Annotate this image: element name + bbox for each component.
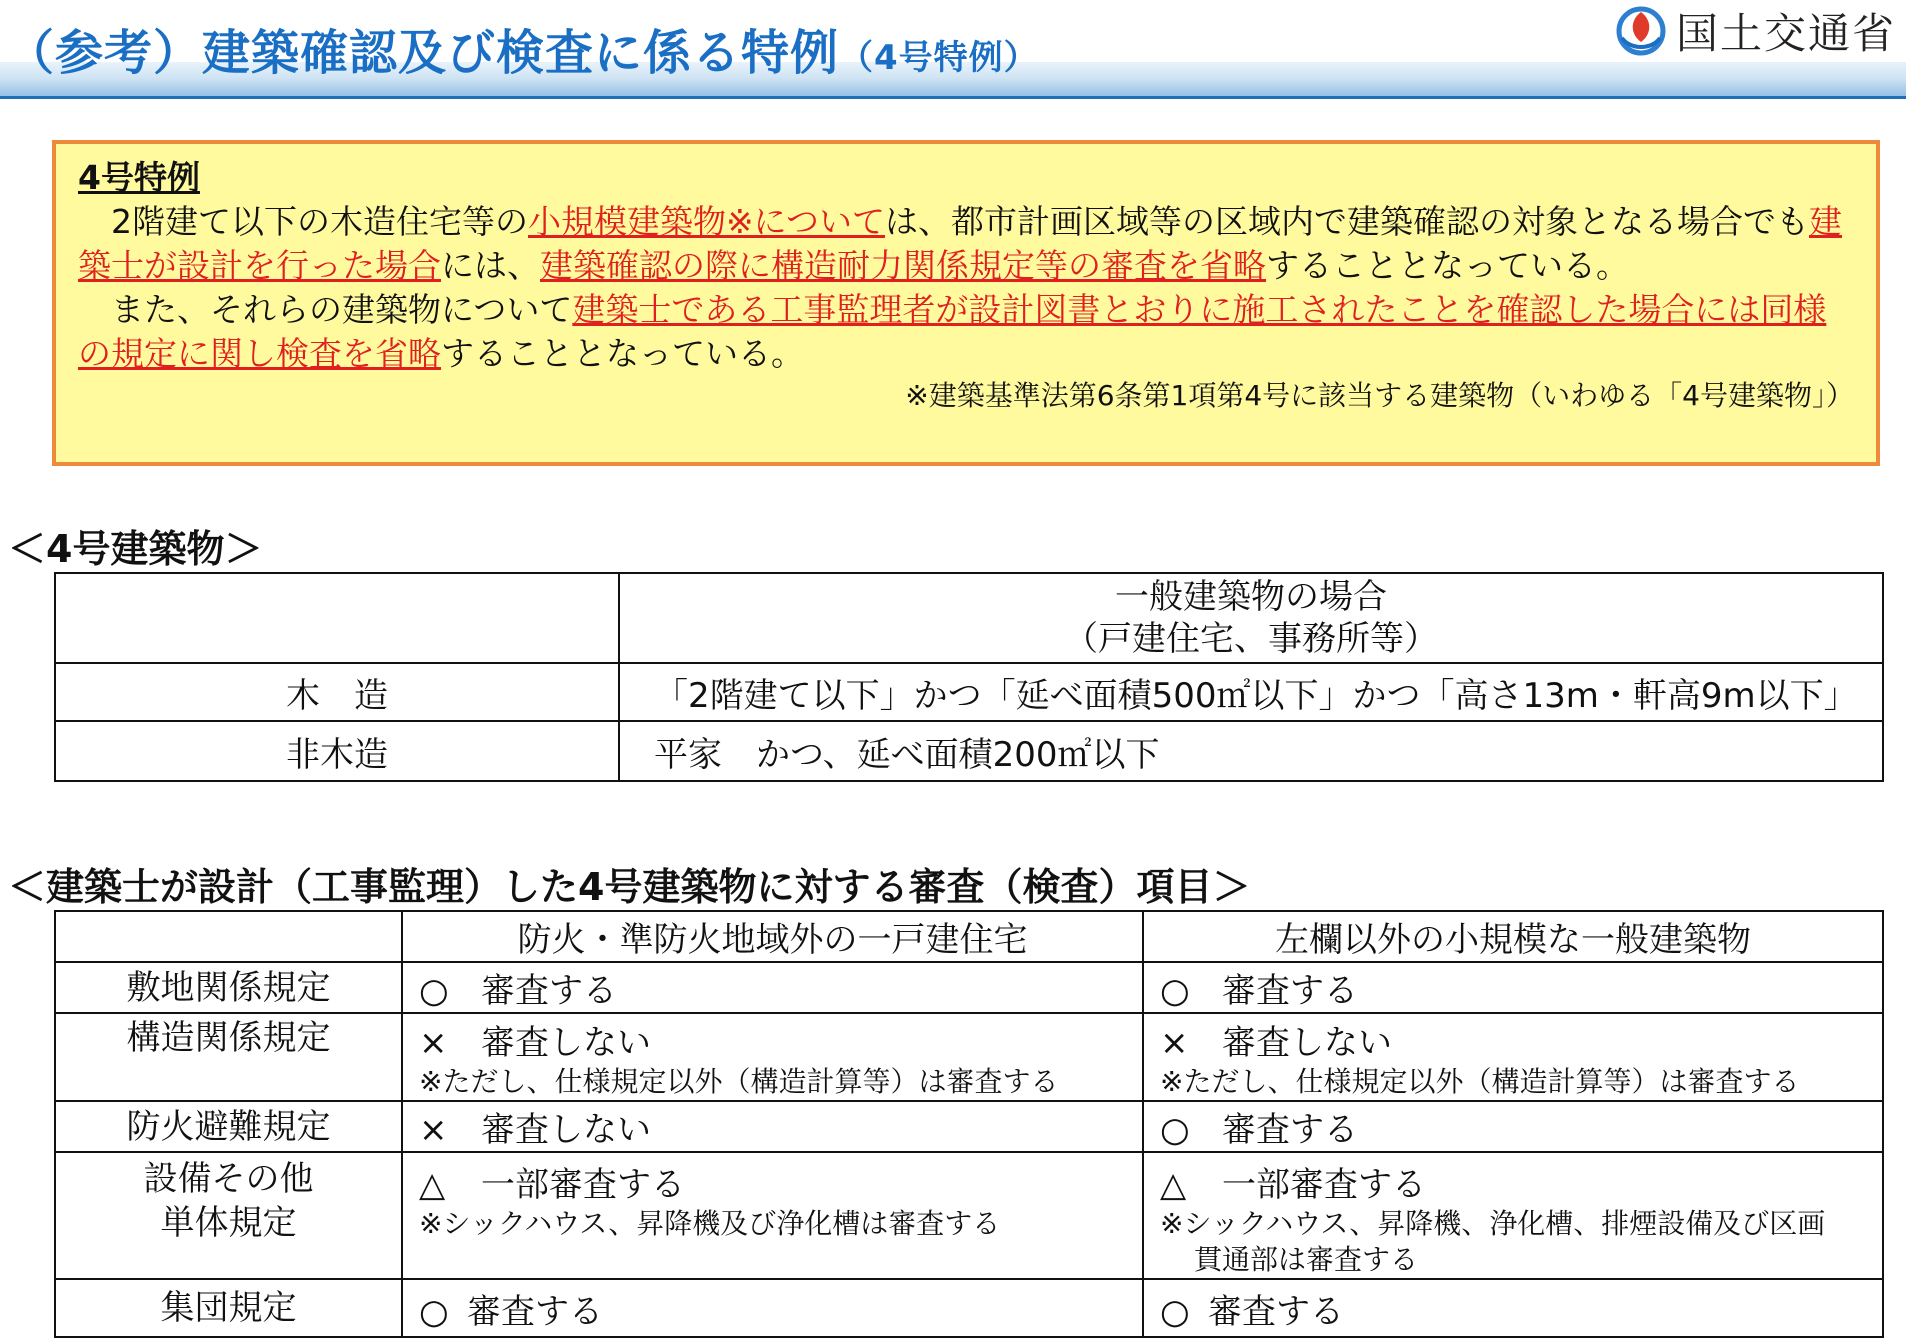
table-row bbox=[55, 721, 1883, 781]
circle-mark-icon: ○ bbox=[419, 1291, 449, 1332]
cell bbox=[1143, 1279, 1883, 1337]
header-line-1: 一般建築物の場合 bbox=[1115, 577, 1387, 617]
cell bbox=[402, 962, 1143, 1013]
row-label: 防火避難規定 bbox=[55, 1101, 402, 1152]
callout-paragraph-2 bbox=[78, 288, 1854, 376]
column-header-small-building: 左欄以外の小規模な一般建築物 bbox=[1143, 911, 1883, 962]
callout-paragraph-1 bbox=[78, 200, 1854, 288]
cell-note: ※シックハウス、昇降機、浄化槽、排煙設備及び区画 bbox=[1160, 1207, 1826, 1240]
cell-text: 審査する bbox=[481, 971, 617, 1011]
table-row bbox=[55, 962, 1883, 1013]
cell bbox=[1143, 1013, 1883, 1101]
cell-note: ※ただし、仕様規定以外（構造計算等）は審査する bbox=[1160, 1064, 1800, 1098]
triangle-mark-icon: △ bbox=[1160, 1165, 1187, 1205]
cell bbox=[402, 1101, 1143, 1152]
text-span: することとなっている。 bbox=[441, 334, 804, 373]
page-title bbox=[6, 14, 1039, 83]
callout-box bbox=[52, 140, 1880, 466]
logo bbox=[1616, 4, 1896, 58]
cell-text: 審査しない bbox=[481, 1022, 651, 1063]
section-title-review-items: ＜建築士が設計（工事監理）した4号建築物に対する審査（検査）項目＞ bbox=[8, 865, 1251, 909]
table-header-general bbox=[619, 573, 1883, 663]
header-rule bbox=[0, 96, 1906, 99]
row-label: 敷地関係規定 bbox=[55, 962, 402, 1013]
cell-text: 審査する bbox=[1222, 971, 1358, 1011]
cell-text: 審査する bbox=[467, 1291, 603, 1332]
cross-mark-icon: × bbox=[419, 1022, 448, 1063]
triangle-mark-icon: △ bbox=[419, 1165, 446, 1205]
row-value: 「2階建て以下」かつ「延べ面積500㎡以下」かつ「高さ13m・軒高9m以下」 bbox=[619, 663, 1883, 721]
highlight-span: 建築士が設計を行った場合 bbox=[78, 202, 1842, 285]
cell-note: 貫通部は審査する bbox=[1194, 1243, 1419, 1276]
page-title-sub: （4号特例） bbox=[839, 38, 1039, 78]
text-span: は、都市計画区域等の区域内で建築確認の対象となる場合でも bbox=[885, 202, 1809, 241]
text-span: することとなっている。 bbox=[1266, 246, 1629, 285]
section-title-4go: ＜4号建築物＞ bbox=[8, 527, 263, 571]
cell-text: 審査しない bbox=[1222, 1022, 1392, 1063]
text-span: また、それらの建築物について bbox=[78, 290, 573, 329]
cell-text: 一部審査する bbox=[1222, 1165, 1426, 1205]
cross-mark-icon: × bbox=[1160, 1022, 1189, 1063]
cell bbox=[402, 1279, 1143, 1337]
table-header-row bbox=[55, 911, 1883, 962]
cross-mark-icon: × bbox=[419, 1110, 448, 1150]
highlight-span: 建築確認の際に構造耐力関係規定等の審査を省略 bbox=[540, 246, 1266, 285]
circle-mark-icon: ○ bbox=[1160, 971, 1190, 1011]
circle-mark-icon: ○ bbox=[419, 971, 449, 1011]
table-review-items bbox=[54, 910, 1884, 1338]
text-span: 2階建て以下の木造住宅等の bbox=[78, 202, 528, 241]
table-row bbox=[55, 1101, 1883, 1152]
callout-footnote: ※建築基準法第6条第1項第4号に該当する建築物（いわゆる「4号建築物」） bbox=[905, 379, 1854, 412]
circle-mark-icon: ○ bbox=[1160, 1291, 1190, 1332]
row-label: 非木造 bbox=[55, 721, 619, 781]
table-row bbox=[55, 1152, 1883, 1279]
table-row bbox=[55, 663, 1883, 721]
cell bbox=[1143, 962, 1883, 1013]
table-header-empty bbox=[55, 911, 402, 962]
column-header-detached-house: 防火・準防火地域外の一戸建住宅 bbox=[402, 911, 1143, 962]
table-row bbox=[55, 1279, 1883, 1337]
callout-heading: 4号特例 bbox=[78, 158, 200, 197]
row-label: 集団規定 bbox=[55, 1279, 402, 1337]
page-header bbox=[0, 0, 1906, 96]
cell bbox=[402, 1013, 1143, 1101]
table-header-row bbox=[55, 573, 1883, 663]
cell-note: ※シックハウス、昇降機及び浄化槽は審査する bbox=[419, 1207, 1001, 1240]
cell bbox=[402, 1152, 1143, 1279]
cell bbox=[1143, 1152, 1883, 1279]
mlit-logo-icon bbox=[1616, 4, 1666, 58]
page-title-main: （参考）建築確認及び検査に係る特例 bbox=[6, 25, 840, 81]
table-row bbox=[55, 1013, 1883, 1101]
cell-note: ※ただし、仕様規定以外（構造計算等）は審査する bbox=[419, 1064, 1059, 1098]
text-span: には、 bbox=[441, 246, 540, 285]
row-label-line-2: 単体規定 bbox=[160, 1203, 297, 1243]
cell-text: 審査する bbox=[1222, 1110, 1358, 1150]
cell bbox=[1143, 1101, 1883, 1152]
row-value: 平家 かつ、延べ面積200㎡以下 bbox=[619, 721, 1883, 781]
row-label: 木 造 bbox=[55, 663, 619, 721]
highlight-span: 建築士である工事監理者が設計図書とおりに施工されたことを確認した場合には同様の規定に関し検査を省略 bbox=[78, 290, 1827, 373]
table-header-empty bbox=[55, 573, 619, 663]
row-label bbox=[55, 1152, 402, 1279]
logo-text: 国土交通省 bbox=[1675, 9, 1896, 58]
row-label: 構造関係規定 bbox=[55, 1013, 402, 1101]
cell-text: 審査する bbox=[1208, 1291, 1344, 1332]
cell-text: 審査しない bbox=[481, 1110, 651, 1150]
highlight-span: 小規模建築物※について bbox=[528, 202, 885, 241]
table-4go-buildings bbox=[54, 572, 1884, 782]
circle-mark-icon: ○ bbox=[1160, 1110, 1190, 1150]
header-line-2: （戸建住宅、事務所等） bbox=[1064, 619, 1438, 659]
cell-text: 一部審査する bbox=[481, 1165, 685, 1205]
row-label-line-1: 設備その他 bbox=[143, 1159, 314, 1199]
